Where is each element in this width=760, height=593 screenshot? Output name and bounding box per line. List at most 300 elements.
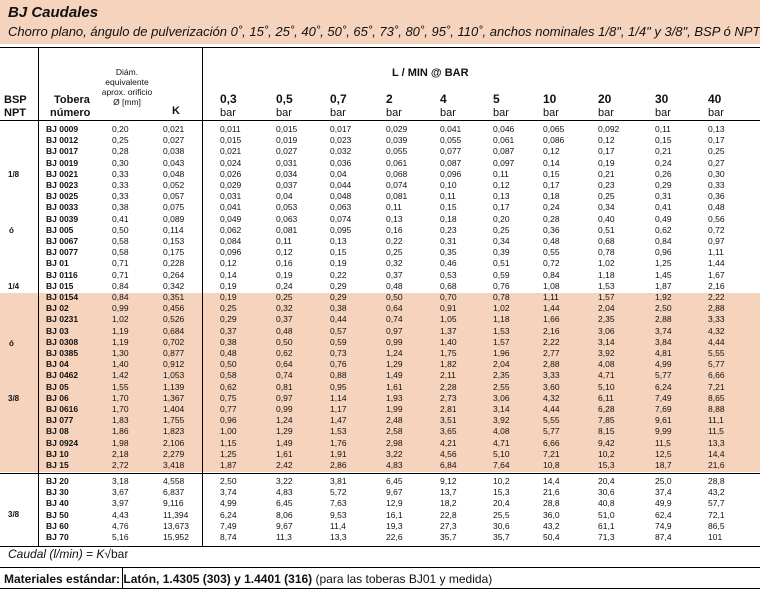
flow-value: 0,12 — [276, 247, 293, 258]
flow-value: 0,027 — [276, 146, 298, 157]
flow-value: 2,55 — [493, 381, 510, 392]
flow-value: 0,095 — [330, 224, 352, 235]
header-diam-2: equivalente — [105, 77, 149, 87]
flow-value: 37,4 — [655, 487, 672, 498]
flow-value: 0,27 — [708, 157, 725, 168]
flow-value: 2,50 — [655, 303, 672, 314]
orifice-diameter: 0,58 — [112, 236, 129, 246]
flow-value: 36,0 — [543, 509, 560, 520]
pressure-unit: bar — [493, 107, 509, 119]
orifice-diameter: 3,18 — [112, 476, 129, 486]
flow-value: 4,71 — [598, 370, 615, 381]
flow-value: 0,28 — [543, 213, 560, 224]
flow-value: 0,034 — [276, 168, 298, 179]
k-factor: 2,279 — [163, 448, 185, 459]
flow-value: 43,2 — [708, 487, 725, 498]
bsp-label-3-8: 3/8 — [8, 394, 20, 403]
flow-value: 0,061 — [386, 157, 408, 168]
flow-value: 0,78 — [493, 292, 510, 302]
flow-value: 4,32 — [708, 325, 725, 336]
table-row — [0, 258, 760, 269]
materials-detail: (para las toberas BJ01 y medida) — [312, 572, 493, 586]
flow-value: 0,18 — [440, 213, 457, 224]
flow-value: 0,055 — [386, 146, 408, 157]
flow-value: 0,88 — [330, 370, 347, 381]
flow-value: 3,22 — [276, 476, 293, 486]
flow-value: 3,14 — [598, 336, 615, 347]
flow-value: 3,06 — [493, 392, 510, 403]
flow-value: 43,2 — [543, 520, 560, 531]
flow-value: 0,11 — [655, 124, 671, 134]
flow-value: 1,02 — [598, 258, 615, 269]
flow-value: 0,048 — [330, 191, 352, 202]
k-factor: 1,053 — [163, 370, 185, 381]
k-factor: 0,264 — [163, 269, 185, 280]
flow-value: 0,074 — [330, 213, 352, 224]
flow-value: 0,29 — [220, 314, 237, 325]
flow-value: 0,74 — [386, 314, 403, 325]
flow-value: 3,92 — [493, 415, 510, 426]
flow-value: 5,55 — [543, 415, 560, 426]
flow-value: 4,08 — [598, 359, 615, 370]
flow-value: 0,063 — [276, 213, 298, 224]
flow-value: 1,18 — [493, 314, 510, 325]
orifice-diameter: 0,33 — [112, 168, 129, 179]
flow-value: 2,50 — [220, 476, 237, 486]
flow-value: 1,29 — [276, 426, 293, 437]
table-row — [0, 348, 760, 359]
orifice-diameter: 1,02 — [112, 314, 129, 325]
flow-value: 13,3 — [330, 532, 347, 542]
table-row — [0, 281, 760, 292]
table-row — [0, 303, 760, 314]
flow-value: 0,62 — [276, 348, 293, 358]
flow-value: 0,037 — [276, 180, 298, 190]
flow-value: 0,13 — [386, 213, 403, 224]
flow-value: 1,93 — [386, 392, 403, 403]
flow-value: 0,59 — [493, 269, 510, 280]
orifice-diameter: 0,38 — [112, 202, 129, 213]
flow-value: 0,011 — [220, 124, 241, 134]
table-row — [0, 292, 760, 303]
table-row — [0, 382, 760, 393]
pressure-unit: bar — [440, 107, 456, 119]
orifice-diameter: 3,97 — [112, 498, 129, 509]
nozzle-number: BJ 0039 — [46, 213, 79, 224]
flow-value: 9,99 — [655, 426, 672, 437]
orifice-diameter: 3,67 — [112, 487, 129, 498]
flow-value: 10,8 — [543, 460, 560, 470]
flow-value: 0,59 — [330, 336, 347, 347]
flow-value: 2,88 — [708, 303, 725, 314]
flow-value: 0,032 — [330, 146, 352, 157]
flow-value: 0,081 — [386, 191, 408, 202]
flow-value: 1,61 — [276, 448, 293, 459]
flow-value: 0,64 — [276, 359, 293, 370]
flow-value: 0,75 — [220, 392, 237, 403]
flow-value: 0,73 — [330, 348, 347, 358]
flow-value: 14,4 — [708, 448, 725, 459]
flow-value: 1,11 — [543, 292, 559, 302]
flow-value: 0,049 — [220, 213, 242, 224]
flow-value: 0,24 — [543, 202, 560, 213]
flow-value: 0,25 — [386, 247, 403, 258]
table-row — [0, 214, 760, 225]
k-factor: 1,139 — [163, 381, 185, 392]
flow-value: 87,4 — [655, 532, 672, 542]
flow-value: 0,024 — [220, 157, 242, 168]
k-factor: 0,052 — [163, 180, 185, 190]
flow-value: 1,87 — [220, 460, 237, 470]
k-factor: 4,558 — [163, 476, 185, 486]
flow-value: 18,7 — [655, 460, 672, 470]
flow-value: 71,3 — [598, 532, 615, 542]
flow-value: 0,074 — [386, 180, 408, 190]
flow-value: 0,41 — [655, 202, 672, 213]
flow-value: 11,5 — [708, 426, 724, 437]
flow-value: 15,3 — [493, 487, 510, 498]
flow-value: 1,91 — [330, 448, 347, 459]
table-row — [0, 426, 760, 437]
flow-value: 0,99 — [386, 336, 403, 347]
header-diam-1: Diám. — [115, 67, 139, 77]
k-factor: 0,043 — [163, 157, 185, 168]
flow-value: 0,38 — [220, 336, 237, 347]
flow-value: 86,5 — [708, 520, 725, 531]
flow-value: 0,36 — [543, 224, 560, 235]
flow-value: 2,48 — [386, 415, 403, 426]
flow-value: 10,2 — [598, 448, 615, 459]
flow-value: 4,21 — [440, 437, 457, 448]
flow-value: 28,8 — [708, 476, 725, 486]
nozzle-number: BJ 015 — [46, 280, 74, 291]
flow-value: 1,44 — [708, 258, 725, 269]
table-row — [0, 449, 760, 460]
flow-value: 0,50 — [386, 292, 403, 302]
orifice-diameter: 1,40 — [112, 359, 129, 370]
orifice-diameter: 0,71 — [112, 269, 129, 280]
nozzle-number: BJ 02 — [46, 303, 69, 314]
flow-value: 0,04 — [330, 168, 347, 179]
pressure-header: 4 — [440, 92, 447, 106]
flow-value: 4,71 — [493, 437, 510, 448]
flow-value: 1,25 — [220, 448, 237, 459]
flow-value: 0,21 — [598, 168, 615, 179]
k-factor: 0,351 — [163, 292, 185, 302]
flow-value: 35,7 — [493, 532, 510, 542]
flow-value: 0,17 — [543, 180, 560, 190]
flow-value: 0,015 — [276, 124, 298, 134]
flow-value: 15,3 — [598, 460, 615, 470]
pressure-unit: bar — [543, 107, 559, 119]
flow-value: 0,15 — [543, 168, 560, 179]
flow-value: 6,28 — [598, 404, 615, 414]
flow-value: 0,26 — [655, 168, 672, 179]
flow-value: 0,97 — [386, 325, 403, 336]
flow-value: 7,21 — [543, 448, 560, 459]
orifice-diameter: 4,43 — [112, 509, 129, 520]
k-factor: 1,367 — [163, 392, 185, 403]
flow-value: 1,15 — [220, 437, 237, 448]
header-diam-3: aprox. orificio — [101, 87, 153, 97]
flow-value: 7,85 — [598, 415, 615, 426]
flow-value: 30,6 — [493, 520, 510, 531]
flow-value: 11,3 — [276, 532, 292, 542]
flow-value: 1,53 — [493, 325, 510, 336]
flow-value: 0,087 — [493, 146, 515, 157]
flow-value: 0,077 — [440, 146, 462, 157]
flow-value: 28,8 — [543, 498, 560, 509]
nozzle-number: BJ 03 — [46, 325, 69, 336]
table-row — [0, 146, 760, 157]
flow-value: 0,68 — [598, 236, 615, 246]
flow-value: 0,70 — [440, 292, 457, 302]
flow-value: 1,66 — [543, 314, 560, 325]
flow-value: 0,72 — [543, 258, 560, 269]
flow-value: 7,49 — [655, 392, 672, 403]
flow-value: 0,055 — [440, 135, 462, 146]
flow-value: 0,084 — [220, 236, 242, 246]
flow-value: 5,77 — [655, 370, 672, 381]
flow-value: 0,51 — [493, 258, 510, 269]
flow-value: 0,10 — [440, 180, 457, 190]
flow-value: 22,8 — [440, 509, 457, 520]
flow-value: 0,16 — [386, 224, 403, 235]
flow-value: 0,11 — [493, 168, 509, 179]
nozzle-number: BJ 06 — [46, 392, 69, 403]
flow-value: 2,73 — [440, 392, 457, 403]
flow-value: 0,11 — [276, 236, 292, 246]
table-row — [0, 359, 760, 370]
header-diam-4: Ø [mm] — [113, 97, 141, 107]
flow-value: 4,32 — [543, 392, 560, 403]
formula-arg: bar — [110, 547, 129, 561]
flow-value: 2,81 — [440, 404, 457, 414]
table-row — [0, 460, 760, 471]
pressure-header: 40 — [708, 92, 722, 106]
nozzle-number: BJ 15 — [46, 460, 69, 470]
flow-value: 0,15 — [330, 247, 347, 258]
pressure-header: 0,7 — [330, 92, 347, 106]
header-k: K — [172, 105, 180, 117]
flow-value: 6,66 — [708, 370, 725, 381]
flow-value: 0,19 — [598, 157, 615, 168]
k-factor: 0,027 — [163, 135, 185, 146]
flow-value: 3,51 — [440, 415, 457, 426]
flow-value: 1,53 — [598, 280, 615, 291]
flow-value: 9,67 — [276, 520, 293, 531]
flow-value: 5,72 — [330, 487, 347, 498]
nozzle-number: BJ 0116 — [46, 269, 78, 280]
flow-value: 3,14 — [493, 404, 510, 414]
flow-value: 0,97 — [708, 236, 725, 246]
flow-value: 20,4 — [493, 498, 510, 509]
table-row — [0, 337, 760, 348]
flow-value: 0,72 — [708, 224, 725, 235]
flow-value: 8,74 — [220, 532, 237, 542]
flow-value: 2,88 — [543, 359, 560, 370]
table-row — [0, 191, 760, 202]
flow-value: 6,84 — [440, 460, 457, 470]
flow-value: 0,19 — [276, 269, 293, 280]
flow-value: 1,00 — [220, 426, 237, 437]
table-row — [0, 225, 760, 236]
flow-value: 0,021 — [220, 146, 242, 157]
flow-value: 6,24 — [655, 381, 672, 392]
flow-value: 0,25 — [708, 146, 725, 157]
flow-value: 0,19 — [220, 292, 237, 302]
flow-value: 62,4 — [655, 509, 672, 520]
table-row — [0, 393, 760, 404]
flow-value: 0,31 — [655, 191, 672, 202]
k-factor: 1,755 — [163, 415, 185, 426]
header-bottom-rule — [0, 120, 760, 121]
k-factor: 0,057 — [163, 191, 185, 202]
formula-lhs: Caudal (l/min) = K — [8, 547, 105, 561]
flow-value: 0,48 — [708, 202, 725, 213]
orifice-diameter: 0,30 — [112, 157, 129, 168]
flow-value: 0,55 — [543, 247, 560, 258]
pressure-unit: bar — [386, 107, 402, 119]
table-row — [0, 415, 760, 426]
flow-value: 2,16 — [708, 280, 725, 291]
flow-value: 0,041 — [220, 202, 242, 213]
flow-value: 0,95 — [330, 381, 347, 392]
flow-value: 5,77 — [543, 426, 560, 437]
flow-value: 0,57 — [330, 325, 347, 336]
orifice-diameter: 2,72 — [112, 460, 129, 470]
pressure-unit: bar — [276, 107, 292, 119]
flow-value: 1,67 — [708, 269, 725, 280]
flow-value: 1,96 — [493, 348, 510, 358]
table-row — [0, 158, 760, 169]
flow-value: 0,061 — [493, 135, 515, 146]
flow-value: 0,18 — [543, 191, 560, 202]
flow-value: 61,1 — [598, 520, 615, 531]
flow-value: 2,77 — [543, 348, 560, 358]
flow-value: 0,14 — [543, 157, 560, 168]
header-numero: número — [50, 107, 91, 119]
flow-value: 4,99 — [220, 498, 237, 509]
orifice-diameter: 1,30 — [112, 348, 129, 358]
flow-value: 0,62 — [655, 224, 672, 235]
flow-value: 3,84 — [655, 336, 672, 347]
orifice-diameter: 1,55 — [112, 381, 129, 392]
k-factor: 0,038 — [163, 146, 185, 157]
flow-value: 0,12 — [493, 180, 510, 190]
flow-value: 2,98 — [386, 437, 403, 448]
flow-value: 0,029 — [220, 180, 242, 190]
flow-value: 1,57 — [493, 336, 510, 347]
flow-value: 0,04 — [276, 191, 293, 202]
flow-value: 7,21 — [708, 381, 725, 392]
flow-value: 3,06 — [598, 325, 615, 336]
flow-value: 0,84 — [543, 269, 560, 280]
flow-value: 0,092 — [598, 124, 620, 134]
pressure-header: 10 — [543, 92, 557, 106]
flow-value: 0,062 — [220, 224, 242, 235]
flow-value: 0,11 — [440, 191, 456, 202]
k-factor: 0,153 — [163, 236, 185, 246]
k-factor: 0,702 — [163, 336, 185, 347]
flow-value: 0,96 — [220, 415, 237, 426]
flow-value: 0,76 — [330, 359, 347, 370]
flow-value: 1,11 — [708, 247, 724, 258]
flow-value: 40,8 — [598, 498, 615, 509]
orifice-diameter: 0,84 — [112, 280, 129, 291]
flow-value: 11,1 — [708, 415, 724, 426]
flow-value: 0,58 — [220, 370, 237, 381]
orifice-diameter: 0,28 — [112, 146, 129, 157]
flow-value: 2,16 — [543, 325, 560, 336]
flow-value: 0,76 — [493, 280, 510, 291]
flow-value: 27,3 — [440, 520, 457, 531]
flow-value: 2,58 — [386, 426, 403, 437]
flow-value: 0,97 — [276, 392, 293, 403]
flow-value: 0,64 — [386, 303, 403, 314]
flow-value: 0,053 — [276, 202, 298, 213]
flow-value: 5,55 — [708, 348, 725, 358]
bsp-label-o-2: ó — [9, 339, 14, 348]
nozzle-number: BJ 077 — [46, 415, 74, 426]
flow-value: 1,47 — [330, 415, 347, 426]
flow-value: 3,74 — [655, 325, 672, 336]
flow-value: 0,40 — [598, 213, 615, 224]
flow-value: 0,039 — [386, 135, 408, 146]
flow-value: 0,036 — [330, 157, 352, 168]
flow-value: 1,82 — [440, 359, 457, 370]
nozzle-number: BJ 10 — [46, 448, 69, 459]
orifice-diameter: 0,20 — [112, 124, 129, 134]
nozzle-number: BJ 60 — [46, 520, 69, 531]
flow-value: 0,21 — [655, 146, 672, 157]
k-factor: 1,823 — [163, 426, 185, 437]
flow-value: 0,37 — [386, 269, 403, 280]
orifice-diameter: 1,86 — [112, 426, 129, 437]
flow-value: 57,7 — [708, 498, 725, 509]
nozzle-number: BJ 05 — [46, 381, 69, 392]
flow-value: 1,29 — [386, 359, 403, 370]
flow-value: 0,49 — [655, 213, 672, 224]
flow-value: 0,097 — [493, 157, 515, 168]
k-factor: 3,418 — [163, 460, 185, 470]
flow-value: 0,35 — [440, 247, 457, 258]
flow-value: 0,13 — [330, 236, 347, 246]
formula-rule — [0, 567, 760, 568]
table-row — [0, 521, 760, 532]
flow-value: 51,0 — [598, 509, 615, 520]
flow-value: 9,53 — [330, 509, 347, 520]
flow-value: 2,22 — [708, 292, 725, 302]
materials-label: Materiales estándar: Latón, 1.4305 (303) y 1.4401 (316) — [4, 572, 313, 586]
flow-value: 2,88 — [655, 314, 672, 325]
nozzle-number: BJ 0231 — [46, 314, 79, 325]
orifice-diameter: 1,98 — [112, 437, 129, 448]
k-factor: 6,837 — [163, 487, 185, 498]
flow-value: 30,6 — [598, 487, 615, 498]
flow-value: 4,99 — [655, 359, 672, 370]
flow-value: 0,36 — [708, 191, 725, 202]
flow-value: 3,65 — [440, 426, 457, 437]
flow-value: 0,29 — [330, 292, 347, 302]
flow-value: 1,53 — [330, 426, 347, 437]
flow-value: 1,49 — [386, 370, 403, 381]
orifice-diameter: 1,83 — [112, 415, 129, 426]
nozzle-number: BJ 0462 — [46, 370, 79, 381]
flow-value: 0,019 — [276, 135, 298, 146]
flow-value: 22,6 — [386, 532, 403, 542]
flow-value: 0,029 — [386, 124, 408, 134]
